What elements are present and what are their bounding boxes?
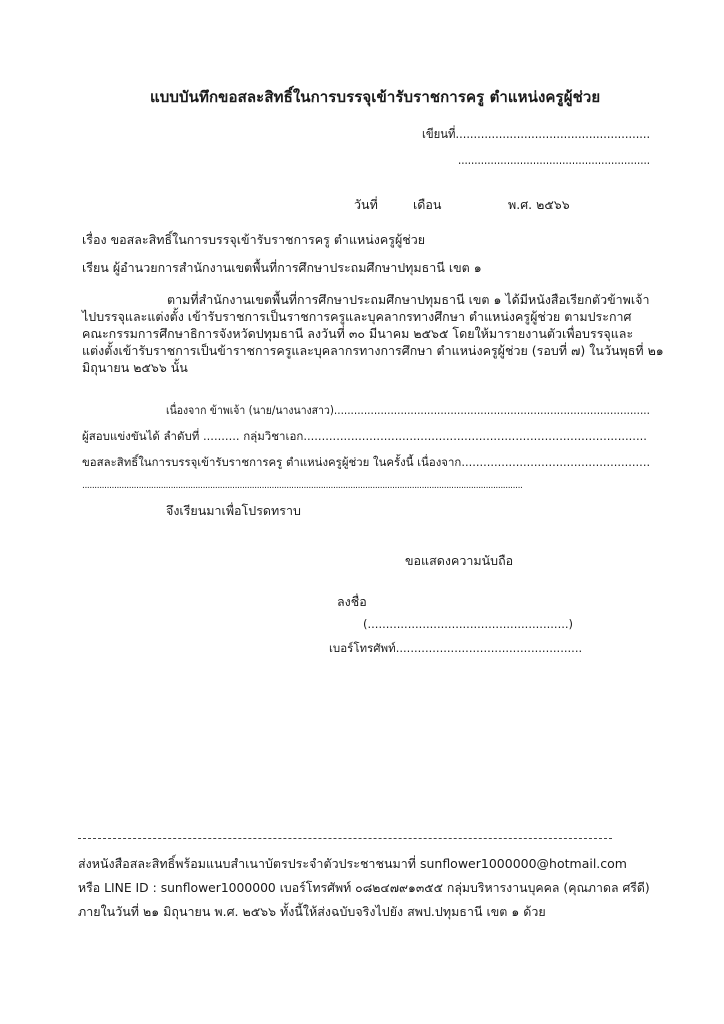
waive-reason-line: ขอสละสิทธิ์ในการบรรจุเข้ารับราชการครู ตำแหน่งครูผู้ช่วย ในครั้งนี้ เนื่องจาก.................................................... xyxy=(82,455,651,469)
reason-name-line: เนื่องจาก ข้าพเจ้า (นาย/นางนางสาว)............................................................................................... xyxy=(166,403,650,417)
body-paragraph xyxy=(82,291,664,376)
sign-label: ลงชื่อ xyxy=(337,594,367,609)
body-line: แต่งตั้งเข้ารับราชการเป็นข้าราชการครูและบุคลากรทางการศึกษา ตำแหน่งครูผู้ช่วย (รอบที่ ๗) ในวันพุธที่ ๒๑ xyxy=(82,343,664,358)
written-at-label: เขียนที่ xyxy=(422,126,456,141)
body-line: ไปบรรจุและแต่งตั้ง เข้ารับราชการเป็นราชการครูและบุคลากรทางศึกษา ตำแหน่งครูผู้ช่วย ตามประกาศ xyxy=(82,309,632,324)
document-title: แบบบันทึกขอสละสิทธิ์ในการบรรจุเข้ารับราชการครู ตำแหน่งครูผู้ช่วย xyxy=(150,88,601,106)
date-year: พ.ศ. ๒๕๖๖ xyxy=(508,197,570,212)
date-day-label: วันที่ xyxy=(354,197,378,212)
written-at-dots: ...................................................... xyxy=(455,126,651,141)
written-at-line xyxy=(422,126,650,142)
recipient-line: เรียน ผู้อำนวยการสำนักงานเขตพื้นที่การศึกษาประถมศึกษาปทุมธานี เขต ๑ xyxy=(82,260,482,275)
footer-line-1: ส่งหนังสือสละสิทธิ์พร้อมแนบสำเนาบัตรประจำตัวประชาชนมาที่ sunflower1000000@hotmail.com xyxy=(78,856,627,871)
regards-text: ขอแสดงความนับถือ xyxy=(405,553,514,568)
phone-line: เบอร์โทรศัพท์................................................... xyxy=(329,641,583,655)
subject-line: เรื่อง ขอสละสิทธิ์ในการบรรจุเข้ารับราชการครู ตำแหน่งครูผู้ช่วย xyxy=(82,232,426,247)
inform-text: จึงเรียนมาเพื่อโปรดทราบ xyxy=(166,503,301,518)
body-line: คณะกรรมการศึกษาธิการจังหวัดปทุมธานี ลงวันที่ ๓๐ มีนาคม ๒๕๖๕ โดยให้มารายงานตัวเพื่อบรรจุและ xyxy=(82,326,634,341)
footer-line-3: ภายในวันที่ ๒๑ มิถุนายน พ.ศ. ๒๕๖๖ ทั้งนี้ให้ส่งฉบับจริงไปยัง สพป.ปทุมธานี เขต ๑ ด้วย xyxy=(78,904,546,919)
footer-divider xyxy=(78,838,612,839)
body-line: ตามที่สำนักงานเขตพื้นที่การศึกษาประถมศึกษาปทุมธานี เขต ๑ ได้มีหนังสือเรียกตัวข้าพเจ้า xyxy=(167,292,650,307)
rank-subject-line: ผู้สอบแข่งขันได้ ลำดับที่ .......... กลุ่มวิชาเอก.............................................................................................. xyxy=(82,429,647,443)
extra-dotted-line: ................................................................................................................................................................................... xyxy=(82,481,523,491)
footer-line-2: หรือ LINE ID : sunflower1000000 เบอร์โทรศัพท์ ๐๘๒๔๗๙๑๓๕๕ กลุ่มบริหารงานบุคคล (คุณภาดล ศรีดี) xyxy=(78,880,650,895)
body-line: มิถุนายน ๒๕๖๖ นั้น xyxy=(82,360,188,375)
address-dots: ........................................................... xyxy=(458,152,651,167)
signer-name-paren: (.......................................................) xyxy=(363,617,574,631)
date-month-label: เดือน xyxy=(413,197,442,212)
